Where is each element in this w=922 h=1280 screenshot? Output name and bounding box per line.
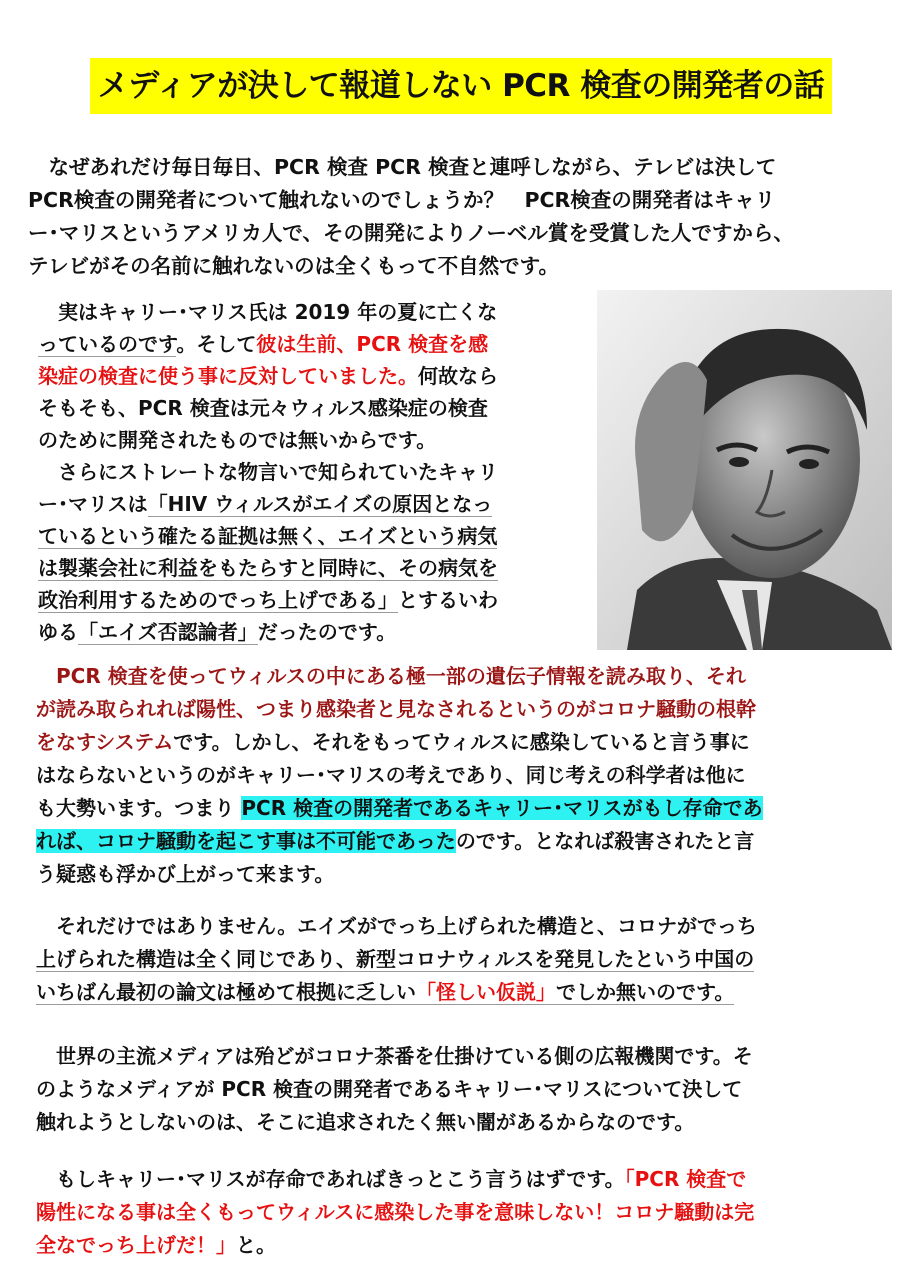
p3-line-2: が読み取られれば陽性、つまり感染者と見なされるというのがコロナ騒動の根幹 <box>36 697 756 721</box>
p2-line-8 <box>38 520 590 552</box>
red-text: 染症の検査に使う事に反対していました。 <box>38 364 418 388</box>
p2-line-2 <box>38 328 590 360</box>
p6-line-1 <box>36 1163 892 1195</box>
p1-line-1: なぜあれだけ毎日毎日、PCR 検査 PCR 検査と連呼しながら、テレビは決して <box>28 155 777 179</box>
plain-text: だったのです。 <box>257 620 397 644</box>
highlighted-text: れば、コロナ騒動を起こす事は不可能であった <box>36 829 456 853</box>
p2-line-11 <box>38 616 590 648</box>
underlined-text: 政治利用するためのでっち上げである」 <box>38 588 398 612</box>
plain-text: とするいわ <box>398 588 498 612</box>
p3-line-4: はならないというのがキャリー･マリスの考えであり、同じ考えの科学者は他に <box>36 763 746 787</box>
plain-text: もしキャリー･マリスが存命であればきっとこう言うはずです。 <box>36 1167 625 1191</box>
p2-line-3 <box>38 360 590 392</box>
p6-line-2: 陽性になる事は全くもってウィルスに感染した事を意味しない！コロナ騒動は完 <box>36 1200 755 1224</box>
p3-line-5 <box>36 792 892 824</box>
p2-line-7 <box>38 488 590 520</box>
p3-line-1: PCR 検査を使ってウィルスの中にある極一部の遺伝子情報を読み取り、それ <box>36 664 746 688</box>
p2-line-4: そもそも、PCR 検査は元々ウィルス感染症の検査 <box>38 396 488 420</box>
plain-text: 何故なら <box>418 364 498 388</box>
portrait-photo <box>597 290 892 650</box>
page-title: メディアが決して報道しない PCR 検査の開発者の話 <box>90 58 832 114</box>
plain-text: のです。となれば殺害されたと言 <box>455 829 755 853</box>
red-text: 「PCR 検査で <box>624 1167 747 1191</box>
p3-line-7: う疑惑も浮かび上がって来ます。 <box>36 862 335 886</box>
portrait-image <box>597 290 892 650</box>
underlined-text: ているという確たる証拠は無く、エイズという病気 <box>38 524 498 548</box>
p4-line-3 <box>36 976 892 1008</box>
p1-line-2: PCR検査の開発者について触れないのでしょうか？ PCR検査の開発者はキャリ <box>28 188 776 212</box>
underlined-text: っているのです <box>38 332 177 356</box>
p2-line-6: さらにストレートな物言いで知られていたキャリ <box>38 460 498 484</box>
p6-line-3 <box>36 1229 892 1261</box>
dark-red-text: をなすシステム <box>36 730 174 754</box>
plain-text: 。そして <box>176 332 257 356</box>
p4-line-1: それだけではありません。エイズがでっち上げられた構造と、コロナがでっち <box>36 914 757 938</box>
red-text: 全なでっち上げだ！」 <box>36 1233 236 1257</box>
red-text: 彼は生前、PCR 検査を感 <box>256 332 489 356</box>
p5-line-3: 触れようとしないのは、そこに追求されたく無い闇があるからなのです。 <box>36 1110 695 1134</box>
p4-line-2 <box>36 943 892 975</box>
p2-line-9 <box>38 552 590 584</box>
highlighted-text: PCR 検査の開発者であるキャリー･マリスがもし存命であ <box>241 796 763 820</box>
underlined-text: は製薬会社に利益をもたらすと同時に、その病気を <box>38 556 498 580</box>
p5-line-2: のようなメディアが PCR 検査の開発者であるキャリー･マリスについて決して <box>36 1077 743 1101</box>
underlined-text: でしか無いのです。 <box>556 980 735 1004</box>
p2-line-5: のために開発されたものでは無いからです。 <box>38 428 437 452</box>
underlined-text: 「HIV ウィルスがエイズの原因となっ <box>147 492 493 516</box>
p5-line-1: 世界の主流メディアは殆どがコロナ茶番を仕掛けている側の広報機関です。そ <box>36 1044 753 1068</box>
plain-text: も大勢います。つまり <box>36 796 242 820</box>
p2-line-10 <box>38 584 590 616</box>
underlined-text: いちばん最初の論文は極めて根拠に乏しい <box>36 980 416 1004</box>
p2-line-1: 実はキャリー･マリス氏は 2019 年の夏に亡くな <box>38 300 498 324</box>
plain-text: ゆる <box>38 620 78 644</box>
plain-text: です。しかし、それをもってウィルスに感染していると言う事に <box>173 730 750 754</box>
plain-text: と。 <box>236 1233 276 1257</box>
underlined-text: 「エイズ否認論者」 <box>78 620 258 644</box>
underlined-text: 上げられた構造は全く同じであり、新型コロナウィルスを発見したという中国の <box>36 947 755 971</box>
red-text: 「怪しい仮説」 <box>416 980 556 1004</box>
p1-line-3: ー･マリスというアメリカ人で、その開発によりノーベル賞を受賞した人ですから、 <box>28 221 794 245</box>
plain-text: ー･マリスは <box>38 492 148 516</box>
p3-line-3 <box>36 726 892 758</box>
p1-line-4: テレビがその名前に触れないのは全くもって不自然です。 <box>28 254 559 278</box>
p3-line-6 <box>36 825 892 857</box>
